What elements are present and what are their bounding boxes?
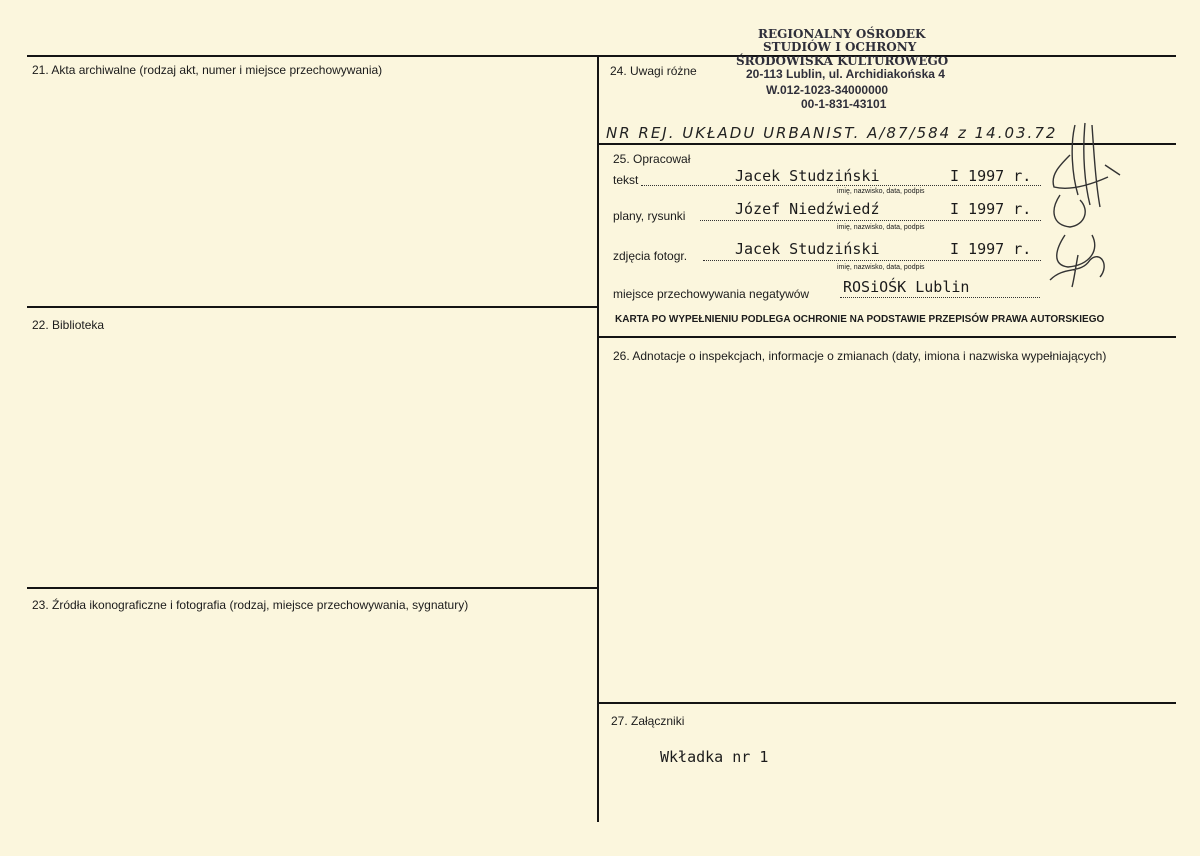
top-rule [27, 55, 1176, 57]
stamp-line-4: 20-113 Lublin, ul. Archidiakońska 4 [746, 67, 945, 81]
row-plans-dots [700, 220, 1041, 221]
rule-25-26 [598, 336, 1176, 338]
section-27-label: 27. Załączniki [611, 714, 685, 728]
row-text-caption: imię, nazwisko, data, podpis [837, 188, 925, 195]
row-plans-caption: imię, nazwisko, data, podpis [837, 224, 925, 231]
stamp-line-1: REGIONALNY OŚRODEK [758, 27, 926, 41]
row-photos-dots [703, 260, 1041, 261]
section-25-label: 25. Opracował [613, 152, 691, 166]
stamp-line-6: 00-1-831-43101 [801, 97, 887, 111]
row-plans-name: Józef Niedźwiedź [735, 200, 880, 218]
row-photos-date: I 1997 r. [950, 240, 1032, 258]
negatives-dots [840, 297, 1040, 298]
copyright-note: KARTA PO WYPEŁNIENIU PODLEGA OCHRONIE NA PODSTAWIE PRZEPISÓW PRAWA AUTORSKIEGO [615, 314, 1105, 325]
row-text-label: tekst [613, 173, 639, 187]
section-21-label: 21. Akta archiwalne (rodzaj akt, numer i miejsce przechowywania) [32, 63, 383, 77]
row-text-date: I 1997 r. [950, 167, 1032, 185]
row-plans-label: plany, rysunki [613, 209, 686, 223]
section-24-label: 24. Uwagi różne [610, 64, 697, 78]
section-26-label: 26. Adnotacje o inspekcjach, informacje o zmianach (daty, imiona i nazwiska wypełniających) [613, 349, 1107, 363]
row-photos-caption: imię, nazwisko, data, podpis [837, 264, 925, 271]
rule-26-27 [598, 702, 1176, 704]
rule-22-23 [27, 587, 598, 589]
row-photos-name: Jacek Studziński [735, 240, 880, 258]
center-divider [597, 55, 599, 822]
stamp-line-5: W.012-1023-34000000 [766, 83, 889, 97]
section-23-label: 23. Źródła ikonograficzne i fotografia (rodzaj, miejsce przechowywania, sygnatury) [32, 598, 469, 612]
rule-21-22 [27, 306, 598, 308]
row-photos-label: zdjęcia fotogr. [613, 249, 688, 263]
section-22-label: 22. Biblioteka [32, 318, 105, 332]
stamp-line-2: STUDIÓW I OCHRONY [763, 40, 917, 54]
attachments-value: Wkładka nr 1 [660, 748, 769, 766]
signature-mark [1030, 115, 1140, 295]
row-plans-date: I 1997 r. [950, 200, 1032, 218]
row-text-dots [641, 185, 1041, 186]
row-text-name: Jacek Studziński [735, 167, 880, 185]
registry-note: NR REJ. UKŁADU URBANIST. A/87/584 z 14.03.72 [606, 124, 1058, 142]
stamp-line-3: ŚRODOWISKA KULTUROWEGO [736, 54, 949, 68]
negatives-value: ROSiOŚK Lublin [843, 278, 970, 296]
negatives-label: miejsce przechowywania negatywów [613, 287, 810, 301]
